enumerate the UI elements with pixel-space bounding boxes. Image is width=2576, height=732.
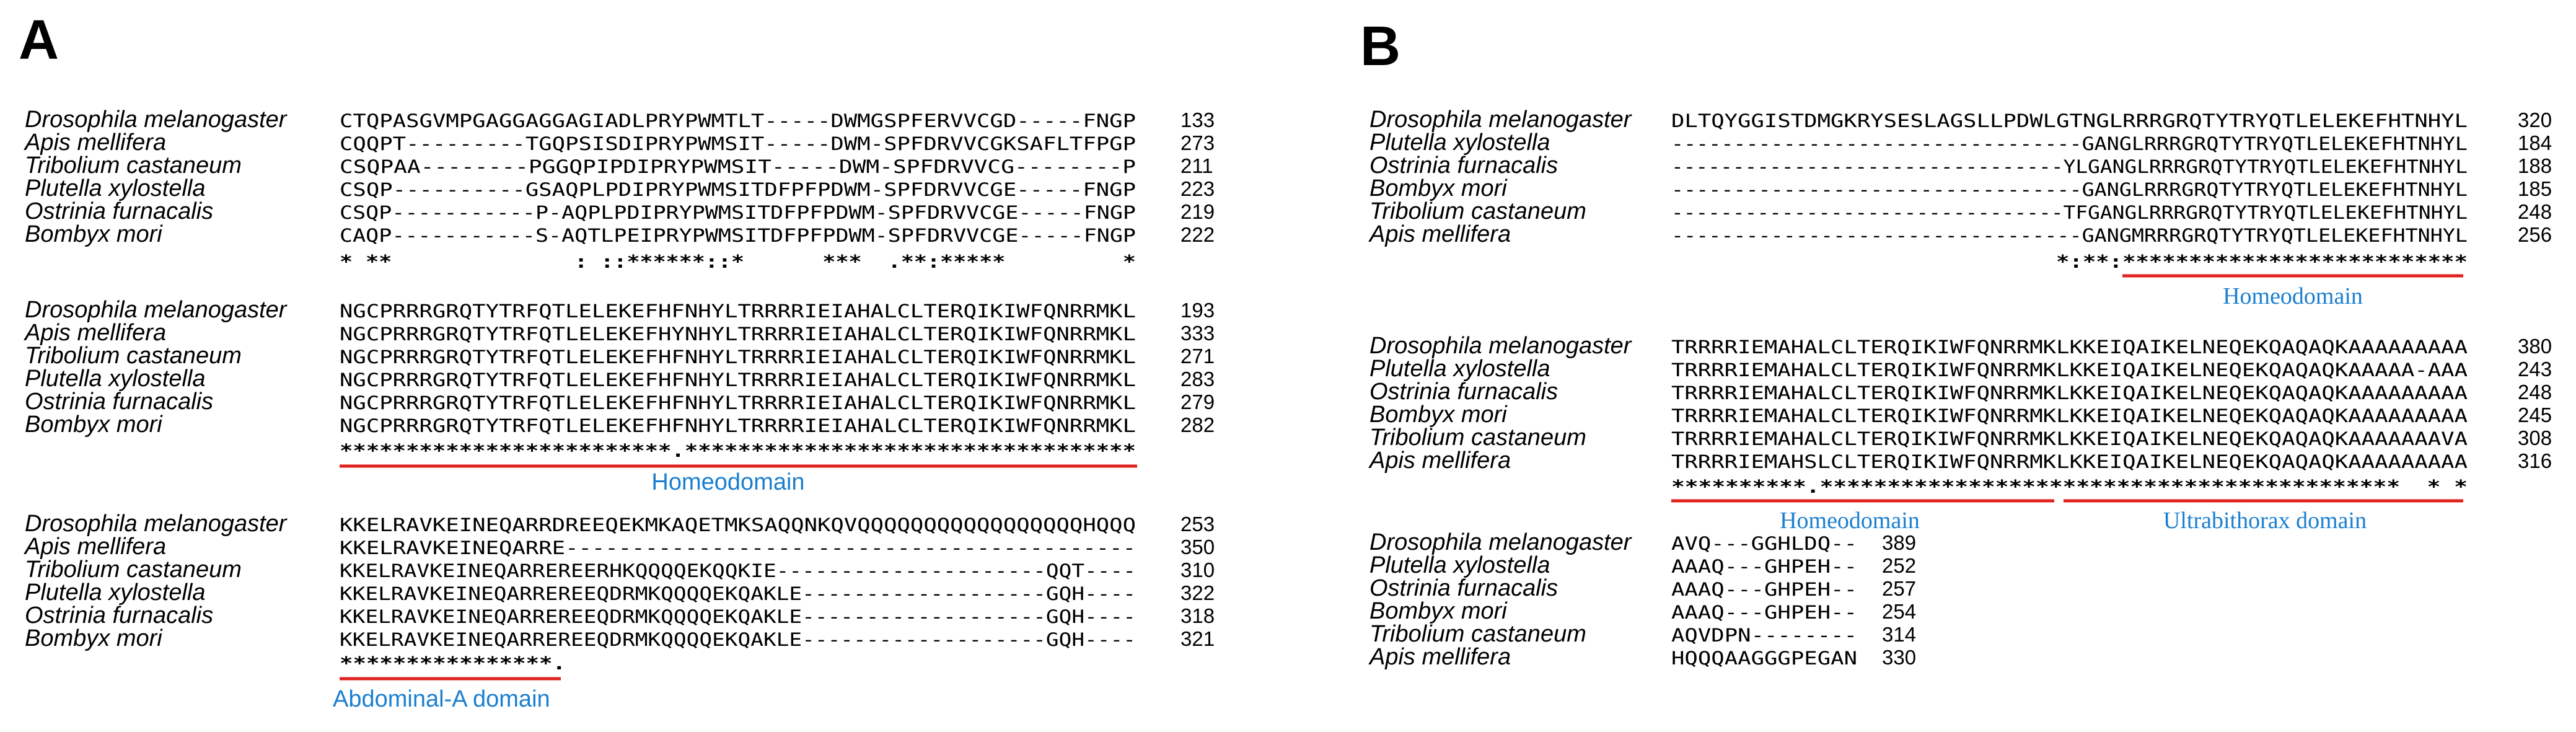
species-name: Plutella xylostella [25, 366, 206, 392]
species-name: Apis mellifera [25, 130, 167, 156]
residue-count: 330 [1882, 646, 1917, 669]
sequence: AQVDPN-------- [1671, 625, 1857, 646]
sequence: NGCPRRRGRQTYTRFQTLELEKEFHFNHYLTRRRRIEIAHALCLTERQIKIWFQNRRMKL [340, 301, 1136, 322]
residue-count: 322 [1180, 581, 1215, 604]
sequence: HQQQAAGGGPEGAN [1671, 648, 1857, 669]
residue-count: 188 [2518, 154, 2552, 177]
domain-label-homeodomain: Homeodomain [1780, 508, 1920, 534]
species-name: Apis mellifera [1369, 644, 1511, 670]
residue-count: 350 [1180, 536, 1215, 558]
species-name: Apis mellifera [1369, 221, 1511, 247]
residue-count: 248 [2518, 381, 2552, 403]
consensus-line: *:**:************************** [2056, 251, 2468, 272]
residue-count: 243 [2518, 358, 2552, 381]
species-name: Ostrinia furnacalis [25, 389, 214, 415]
species-name: Ostrinia furnacalis [1369, 152, 1558, 179]
sequence: NGCPRRRGRQTYTRFQTLELEKEFHFNHYLTRRRRIEIAHALCLTERQIKIWFQNRRMKL [340, 369, 1136, 390]
species-name: Bombyx mori [1369, 402, 1507, 428]
consensus-line: ****************. [340, 653, 566, 674]
species-name: Ostrinia furnacalis [1369, 379, 1558, 405]
sequence: ---------------------------------GANGLRRRGRQTYTRYQTLELEKEFHTNHYL [1671, 179, 2468, 200]
residue-count: 219 [1180, 200, 1215, 223]
sequence: --------------------------------YLGANGLRRRGRQTYTRYQTLELEKEFHTNHYL [1671, 156, 2468, 177]
species-name: Bombyx mori [25, 412, 162, 438]
domain-label-abdominal-a: Abdominal-A domain [333, 686, 550, 712]
sequence: DLTQYGGISTDMGKRYSESLAGSLLPDWLGTNGLRRRGRQTYTRYQTLELEKEFHTNHYL [1671, 110, 2468, 131]
sequence: AAAQ---GHPEH-- [1671, 556, 1857, 577]
sequence: NGCPRRRGRQTYTRFQTLELEKEFHFNHYLTRRRRIEIAHALCLTERQIKIWFQNRRMKL [340, 346, 1136, 368]
species-name: Tribolium castaneum [1369, 198, 1586, 224]
residue-count: 133 [1180, 108, 1215, 131]
consensus-line: **********.******************************************* * * [1671, 476, 2468, 497]
domain-label-ultrabithorax: Ultrabithorax domain [2163, 508, 2367, 534]
species-name: Drosophila melanogaster [25, 297, 287, 323]
residue-count: 282 [1180, 413, 1215, 436]
panel-a-block-3 [24, 511, 1215, 712]
sequence: KKELRAVKEINEQARRE------------------------------------------- [340, 537, 1136, 558]
residue-count: 380 [2518, 335, 2552, 358]
species-name: Plutella xylostella [25, 175, 206, 201]
species-name: Drosophila melanogaster [1369, 107, 1632, 133]
sequence: CTQPASGVMPGAGGAGGAGIADLPRYPWMTLT-----DWMGSPFERVVCGD-----FNGP [340, 110, 1136, 131]
species-name: Bombyx mori [25, 625, 162, 651]
residue-count: 279 [1180, 390, 1215, 413]
residue-count: 253 [1180, 513, 1215, 536]
sequence: CSQPAA--------PGGQPIPDIPRYPWMSIT-----DWM-SPFDRVVCG--------P [340, 156, 1136, 177]
sequence: KKELRAVKEINEQARREREEQDRMKQQQQEKQAKLE-------------------GQH---- [340, 629, 1136, 650]
species-name: Ostrinia furnacalis [1369, 575, 1558, 601]
sequence: TRRRRIEMAHSLCLTERQIKIWFQNRRMKLKKEIQAIKELNEQEKQAQAQKAAAAAAAAA [1671, 451, 2468, 472]
species-name: Plutella xylostella [1369, 130, 1550, 156]
domain-label-homeodomain: Homeodomain [2223, 283, 2363, 309]
species-name: Drosophila melanogaster [25, 511, 287, 537]
species-name: Tribolium castaneum [1369, 621, 1586, 647]
species-name: Ostrinia furnacalis [25, 198, 214, 224]
residue-count: 310 [1180, 558, 1215, 581]
species-name: Apis mellifera [25, 534, 167, 560]
panel-a [19, 9, 1215, 712]
residue-count: 252 [1882, 554, 1917, 577]
sequence: KKELRAVKEINEQARREREERHKQQQQEKQQKIE---------------------QQT---- [340, 560, 1136, 581]
residue-count: 185 [2518, 177, 2552, 200]
panel-b-letter: B [1360, 15, 1400, 77]
sequence: NGCPRRRGRQTYTRFQTLELEKEFHYNHYLTRRRRIEIAHALCLTERQIKIWFQNRRMKL [340, 324, 1136, 345]
sequence: TRRRRIEMAHALCLTERQIKIWFQNRRMKLKKEIQAIKELNEQEKQAQAQKAAAAAAAAA [1671, 337, 2468, 358]
sequence: AAAQ---GHPEH-- [1671, 602, 1857, 623]
residue-count: 333 [1180, 322, 1215, 345]
residue-count: 184 [2518, 131, 2552, 154]
sequence: TRRRRIEMAHALCLTERQIKIWFQNRRMKLKKEIQAIKELNEQEKQAQAQKAAAAAAAVA [1671, 428, 2468, 449]
residue-count: 273 [1180, 131, 1215, 154]
species-name: Plutella xylostella [25, 580, 206, 606]
sequence: NGCPRRRGRQTYTRFQTLELEKEFHFNHYLTRRRRIEIAHALCLTERQIKIWFQNRRMKL [340, 415, 1136, 436]
residue-count: 256 [2518, 223, 2552, 246]
species-name: Bombyx mori [1369, 175, 1507, 201]
sequence: AVQ---GGHLDQ-- [1671, 533, 1857, 554]
species-name: Tribolium castaneum [1369, 425, 1586, 451]
residue-count: 314 [1882, 623, 1917, 646]
species-name: Ostrinia furnacalis [25, 602, 214, 628]
sequence: AAAQ---GHPEH-- [1671, 579, 1857, 600]
consensus-line: * ** : ::******::* *** .**:***** * [340, 251, 1136, 272]
sequence: CQQPT---------TGQPSISDIPRYPWMSIT-----DWM-SPFDRVVCGKSAFLTFPGP [340, 133, 1136, 154]
residue-count: 308 [2518, 426, 2552, 449]
species-name: Drosophila melanogaster [1369, 333, 1632, 359]
species-name: Tribolium castaneum [25, 152, 242, 179]
species-name: Plutella xylostella [1369, 552, 1550, 578]
residue-count: 283 [1180, 368, 1215, 390]
sequence: --------------------------------TFGANGLRRRGRQTYTRYQTLELEKEFHTNHYL [1671, 202, 2468, 223]
species-name: Bombyx mori [1369, 598, 1507, 624]
consensus-line: *************************.********************************** [340, 440, 1136, 461]
residue-count: 222 [1180, 223, 1215, 246]
species-name: Apis mellifera [25, 320, 167, 346]
residue-count: 245 [2518, 403, 2552, 426]
residue-count: 193 [1180, 299, 1215, 322]
panel-b-block-1 [1368, 107, 2552, 309]
species-name: Tribolium castaneum [25, 343, 242, 369]
sequence: KKELRAVKEINEQARRDREEQEKMKAQETMKSAQQNKQVQQQQQQQQQQQQQQQQQHQQQ [340, 514, 1136, 536]
panel-a-block-1 [24, 107, 1215, 272]
species-name: Apis mellifera [1369, 448, 1511, 474]
sequence: CAQP-----------S-AQTLPEIPRYPWMSITDFPFPDWM-SPFDRVVCGE-----FNGP [340, 225, 1136, 246]
panel-b [1360, 15, 2552, 670]
sequence: CSQP----------GSAQPLPDIPRYPWMSITDFPFPDWM-SPFDRVVCGE-----FNGP [340, 179, 1136, 200]
species-name: Drosophila melanogaster [25, 107, 287, 133]
sequence: TRRRRIEMAHALCLTERQIKIWFQNRRMKLKKEIQAIKELNEQEKQAQAQKAAAAAAAAA [1671, 382, 2468, 403]
species-name: Tribolium castaneum [25, 557, 242, 583]
residue-count: 257 [1882, 577, 1917, 600]
panel-a-block-2 [24, 297, 1215, 495]
residue-count: 316 [2518, 449, 2552, 472]
sequence: CSQP-----------P-AQPLPDIPRYPWMSITDFPFPDWM-SPFDRVVCGE-----FNGP [340, 202, 1136, 223]
sequence: ---------------------------------GANGLRRRGRQTYTRYQTLELEKEFHTNHYL [1671, 133, 2468, 154]
residue-count: 318 [1180, 604, 1215, 627]
residue-count: 254 [1882, 600, 1917, 623]
residue-count: 389 [1882, 531, 1917, 554]
residue-count: 223 [1180, 177, 1215, 200]
residue-count: 320 [2518, 108, 2552, 131]
residue-count: 248 [2518, 200, 2552, 223]
species-name: Bombyx mori [25, 221, 162, 247]
sequence: KKELRAVKEINEQARREREEQDRMKQQQQEKQAKLE-------------------GQH---- [340, 583, 1136, 604]
domain-label-homeodomain: Homeodomain [651, 469, 805, 495]
panel-a-letter: A [19, 9, 59, 71]
residue-count: 271 [1180, 345, 1215, 368]
residue-count: 321 [1180, 627, 1215, 650]
sequence: TRRRRIEMAHALCLTERQIKIWFQNRRMKLKKEIQAIKELNEQEKQAQAQKAAAAA-AAA [1671, 359, 2468, 381]
sequence: TRRRRIEMAHALCLTERQIKIWFQNRRMKLKKEIQAIKELNEQEKQAQAQKAAAAAAAAA [1671, 405, 2468, 426]
panel-b-block-2 [1368, 333, 2552, 534]
sequence: KKELRAVKEINEQARREREEQDRMKQQQQEKQAKLE-------------------GQH---- [340, 606, 1136, 627]
species-name: Plutella xylostella [1369, 356, 1550, 382]
panel-b-block-3 [1368, 529, 1916, 670]
residue-count: 211 [1180, 154, 1213, 177]
sequence: ---------------------------------GANGMRRRGRQTYTRYQTLELEKEFHTNHYL [1671, 225, 2468, 246]
species-name: Drosophila melanogaster [1369, 529, 1632, 555]
sequence: NGCPRRRGRQTYTRFQTLELEKEFHFNHYLTRRRRIEIAHALCLTERQIKIWFQNRRMKL [340, 392, 1136, 413]
